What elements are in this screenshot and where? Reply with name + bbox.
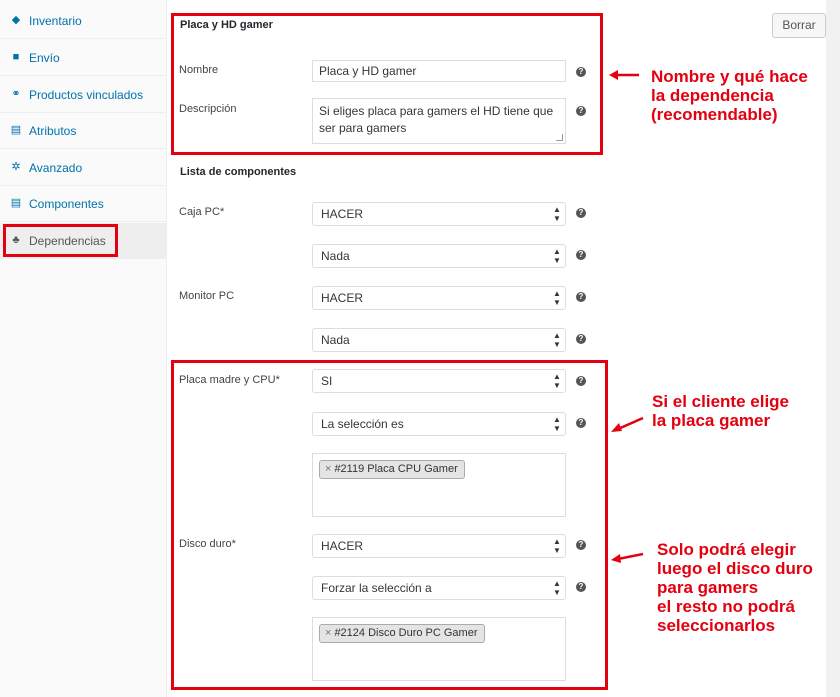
note-line: seleccionarlos — [657, 616, 776, 635]
note-line: la dependencia — [651, 86, 774, 105]
note-line: Si el cliente elige — [652, 392, 790, 411]
sidebar-item-productos-vinculados[interactable] — [0, 77, 166, 113]
annotation-arrow-icon — [609, 68, 641, 82]
component-label: Caja PC* — [179, 206, 225, 218]
list-icon: ▤ — [10, 124, 22, 136]
chevron-updown-icon: ▲ ▼ — [553, 579, 561, 597]
name-label: Nombre — [179, 64, 219, 76]
chip-label: #2124 Disco Duro PC Gamer — [334, 627, 478, 639]
chevron-updown-icon: ▲ ▼ — [553, 331, 561, 349]
select-value: HACER — [321, 291, 364, 305]
monitor-mode-select[interactable] — [312, 328, 566, 352]
truck-icon: ■ — [12, 51, 20, 63]
sidebar-item-label: Envío — [29, 51, 60, 65]
chevron-updown-icon: ▲ ▼ — [553, 289, 561, 307]
help-icon[interactable]: ? — [576, 67, 586, 77]
chevron-updown-icon: ▲ ▼ — [553, 247, 561, 265]
help-icon[interactable]: ? — [576, 250, 586, 260]
monitor-action-select[interactable] — [312, 286, 566, 310]
annotation-arrow-icon — [611, 416, 645, 434]
select-value: Nada — [321, 333, 350, 347]
chevron-updown-icon: ▲ ▼ — [553, 372, 561, 390]
note-line: luego el disco duro — [657, 559, 813, 578]
note-line: Nombre y qué hace — [651, 67, 808, 86]
help-icon[interactable]: ? — [576, 106, 586, 116]
description-text: Si eliges placa para gamers el HD tiene que ser para gamers — [319, 104, 554, 135]
select-value: Nada — [321, 249, 350, 263]
annotation-note-name — [651, 67, 808, 124]
note-line: (recomendable) — [651, 105, 778, 124]
select-value: HACER — [321, 207, 364, 221]
select-value: SI — [321, 374, 333, 388]
sidebar-item-label: Productos vinculados — [29, 88, 144, 102]
help-icon[interactable]: ? — [576, 334, 586, 344]
annotation-note-disco — [657, 540, 813, 635]
document-icon: ▤ — [10, 197, 22, 209]
link-icon: ⚭ — [11, 88, 21, 100]
components-heading: Lista de componentes — [180, 166, 297, 178]
help-icon[interactable]: ? — [576, 208, 586, 218]
chevron-updown-icon: ▲ ▼ — [553, 415, 561, 433]
note-line: la placa gamer — [652, 411, 771, 430]
sitemap-icon: ♣ — [12, 234, 20, 246]
help-icon[interactable]: ? — [576, 540, 586, 550]
caja-mode-select[interactable] — [312, 244, 566, 268]
select-value: HACER — [321, 539, 364, 553]
annotation-arrow-icon — [611, 550, 645, 564]
component-label: Placa madre y CPU* — [179, 374, 280, 386]
gear-icon: ✲ — [11, 161, 21, 173]
note-line: el resto no podrá — [657, 597, 795, 616]
chevron-updown-icon: ▲ ▼ — [553, 205, 561, 223]
chip-label: #2119 Placa CPU Gamer — [334, 463, 458, 475]
sidebar-item-componentes[interactable] — [0, 186, 166, 222]
caja-action-select[interactable] — [312, 202, 566, 226]
sidebar-item-label: Componentes — [29, 197, 104, 211]
highlight-conditions — [171, 360, 608, 690]
delete-button[interactable]: Borrar — [772, 13, 826, 38]
remove-icon[interactable]: × — [325, 627, 332, 639]
panel-edge — [826, 0, 840, 697]
help-icon[interactable]: ? — [576, 418, 586, 428]
help-icon[interactable]: ? — [576, 582, 586, 592]
select-value: La selección es — [321, 417, 404, 431]
sidebar-item-label: Avanzado — [29, 161, 83, 175]
sidebar-item-inventario[interactable] — [0, 3, 166, 39]
component-label: Monitor PC — [179, 290, 235, 302]
note-line: Solo podrá elegir — [657, 540, 796, 559]
help-icon[interactable]: ? — [576, 292, 586, 302]
name-input[interactable]: Placa y HD gamer — [312, 60, 566, 82]
sidebar-item-label: Inventario — [29, 14, 82, 28]
dependency-title: Placa y HD gamer — [180, 19, 273, 31]
sidebar-item-label: Atributos — [29, 124, 77, 138]
sidebar-item-avanzado[interactable] — [0, 150, 166, 186]
component-label: Disco duro* — [179, 538, 236, 550]
description-label: Descripción — [179, 103, 237, 115]
note-line: para gamers — [657, 578, 759, 597]
tag-icon: ◆ — [11, 14, 21, 26]
sidebar-item-label: Dependencias — [29, 234, 106, 248]
remove-icon[interactable]: × — [325, 463, 332, 475]
select-value: Forzar la selección a — [321, 581, 432, 595]
highlight-dependencias — [3, 224, 118, 257]
highlight-name-description — [171, 13, 603, 155]
sidebar-item-envio[interactable] — [0, 40, 166, 76]
annotation-note-placa — [652, 392, 789, 430]
sidebar-item-atributos[interactable] — [0, 113, 166, 149]
product-data-tabs — [0, 0, 167, 697]
chevron-updown-icon: ▲ ▼ — [553, 537, 561, 555]
help-icon[interactable]: ? — [576, 376, 586, 386]
